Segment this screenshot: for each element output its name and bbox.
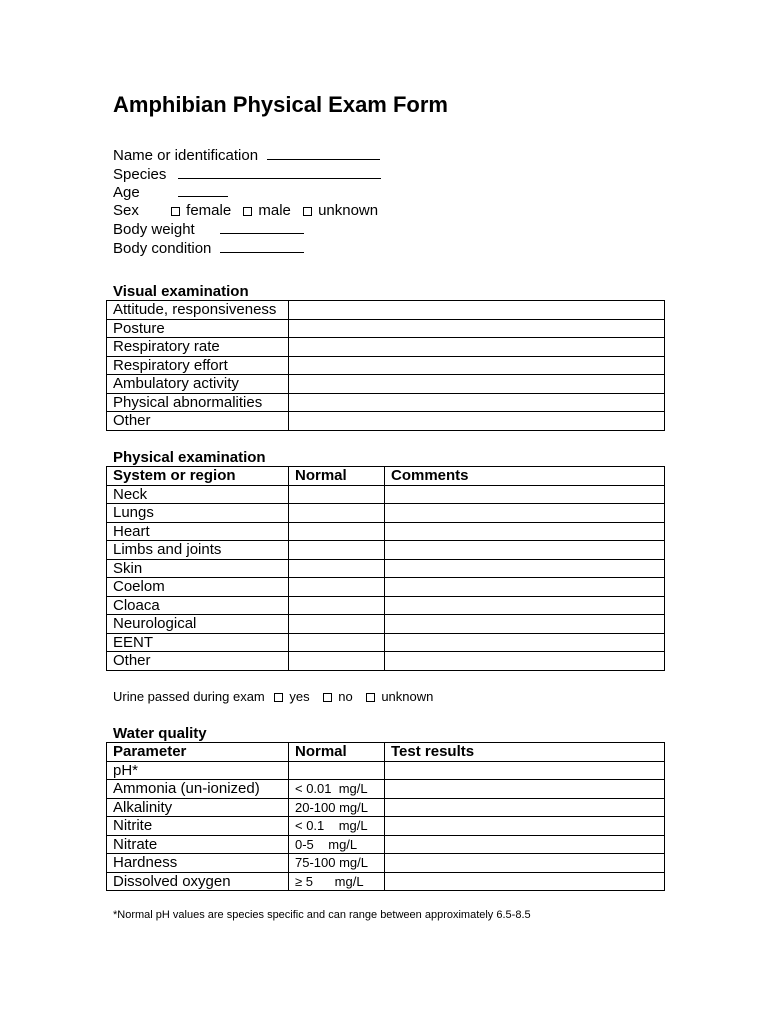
visual-item-notes[interactable] — [289, 319, 665, 338]
urine-label: Urine passed during exam — [113, 689, 265, 704]
system-label: EENT — [107, 633, 289, 652]
system-label: Lungs — [107, 504, 289, 523]
footnote: *Normal pH values are species specific and can range between approximately 6.5-8.5 — [113, 909, 531, 921]
table-row — [107, 485, 665, 504]
parameter-label: Dissolved oxygen — [107, 872, 289, 891]
comments-cell[interactable] — [385, 559, 665, 578]
test-result-cell[interactable] — [385, 854, 665, 873]
system-label: Limbs and joints — [107, 541, 289, 560]
species-label: Species — [113, 165, 167, 183]
table-row — [107, 319, 665, 338]
header-parameter: Parameter — [107, 743, 289, 762]
test-result-cell[interactable] — [385, 761, 665, 780]
condition-label: Body condition — [113, 239, 212, 257]
parameter-label: Nitrite — [107, 817, 289, 836]
parameter-label: Hardness — [107, 854, 289, 873]
condition-field[interactable] — [220, 239, 304, 253]
system-label: Cloaca — [107, 596, 289, 615]
table-row — [107, 596, 665, 615]
header-water-normal: Normal — [289, 743, 385, 762]
visual-exam-table — [106, 300, 665, 431]
urine-option-yes: yes — [289, 689, 310, 704]
sex-option-female[interactable]: female — [171, 202, 231, 221]
table-row — [107, 761, 665, 780]
table-row — [107, 817, 665, 836]
test-result-cell[interactable] — [385, 798, 665, 817]
sex-option-male[interactable]: male — [243, 202, 291, 221]
normal-range: < 0.01 mg/L — [289, 780, 385, 799]
sex-label: Sex — [113, 201, 139, 219]
test-result-cell[interactable] — [385, 817, 665, 836]
urine-option-no: no — [338, 689, 353, 704]
visual-item-notes[interactable] — [289, 412, 665, 431]
table-row — [107, 393, 665, 412]
checkbox-unknown[interactable] — [303, 207, 312, 216]
normal-cell[interactable] — [289, 633, 385, 652]
normal-cell[interactable] — [289, 596, 385, 615]
urine-line — [113, 689, 433, 704]
parameter-label: Alkalinity — [107, 798, 289, 817]
name-label: Name or identification — [113, 147, 259, 164]
identification-block — [113, 146, 386, 257]
checkbox-urine-yes[interactable] — [274, 693, 283, 702]
table-row — [107, 541, 665, 560]
visual-item-label: Ambulatory activity — [107, 375, 289, 394]
page-title: Amphibian Physical Exam Form — [113, 92, 448, 117]
urine-option-unknown: unknown — [381, 689, 434, 704]
visual-item-label: Respiratory rate — [107, 338, 289, 357]
species-row — [113, 165, 386, 184]
physical-exam-title: Physical examination — [113, 449, 266, 466]
table-row — [107, 615, 665, 634]
table-row — [107, 798, 665, 817]
table-row — [107, 854, 665, 873]
sex-row — [113, 202, 386, 221]
comments-cell[interactable] — [385, 504, 665, 523]
table-row — [107, 559, 665, 578]
table-row — [107, 578, 665, 597]
table-row — [107, 780, 665, 799]
test-result-cell[interactable] — [385, 780, 665, 799]
header-system: System or region — [107, 467, 289, 486]
normal-range — [289, 761, 385, 780]
physical-exam-table — [106, 466, 665, 671]
visual-item-label: Attitude, responsiveness — [107, 301, 289, 320]
comments-cell[interactable] — [385, 652, 665, 671]
table-row — [107, 356, 665, 375]
condition-row — [113, 239, 386, 258]
sex-option-unknown[interactable]: unknown — [303, 202, 378, 221]
normal-cell[interactable] — [289, 541, 385, 560]
water-quality-title: Water quality — [113, 725, 207, 742]
table-row — [107, 633, 665, 652]
system-label: Other — [107, 652, 289, 671]
normal-cell[interactable] — [289, 485, 385, 504]
table-row — [107, 412, 665, 431]
species-field[interactable] — [178, 165, 381, 179]
normal-cell[interactable] — [289, 504, 385, 523]
visual-item-label: Respiratory effort — [107, 356, 289, 375]
table-row — [107, 522, 665, 541]
system-label: Coelom — [107, 578, 289, 597]
header-test-results: Test results — [385, 743, 665, 762]
table-row — [107, 652, 665, 671]
comments-cell[interactable] — [385, 633, 665, 652]
system-label: Heart — [107, 522, 289, 541]
normal-cell[interactable] — [289, 615, 385, 634]
age-field[interactable] — [178, 183, 228, 197]
table-row — [107, 301, 665, 320]
normal-range: < 0.1 mg/L — [289, 817, 385, 836]
parameter-label: Ammonia (un-ionized) — [107, 780, 289, 799]
comments-cell[interactable] — [385, 615, 665, 634]
table-row — [107, 835, 665, 854]
table-row — [107, 338, 665, 357]
table-row — [107, 504, 665, 523]
parameter-label: pH* — [107, 761, 289, 780]
comments-cell[interactable] — [385, 541, 665, 560]
visual-exam-title: Visual examination — [113, 283, 249, 300]
checkbox-urine-unknown[interactable] — [366, 693, 375, 702]
test-result-cell[interactable] — [385, 872, 665, 891]
comments-cell[interactable] — [385, 596, 665, 615]
comments-cell[interactable] — [385, 522, 665, 541]
visual-item-notes[interactable] — [289, 375, 665, 394]
normal-range: 75-100 mg/L — [289, 854, 385, 873]
visual-item-notes[interactable] — [289, 393, 665, 412]
weight-label: Body weight — [113, 221, 195, 238]
normal-cell[interactable] — [289, 578, 385, 597]
checkbox-urine-no[interactable] — [323, 693, 332, 702]
name-row — [113, 146, 386, 165]
comments-cell[interactable] — [385, 485, 665, 504]
normal-cell[interactable] — [289, 559, 385, 578]
normal-range: 0-5 mg/L — [289, 835, 385, 854]
comments-cell[interactable] — [385, 578, 665, 597]
normal-range: ≥ 5 mg/L — [289, 872, 385, 891]
header-normal: Normal — [289, 467, 385, 486]
table-row — [107, 872, 665, 891]
age-row — [113, 183, 386, 202]
visual-item-notes[interactable] — [289, 338, 665, 357]
weight-row — [113, 220, 386, 239]
visual-item-notes[interactable] — [289, 356, 665, 375]
visual-item-label: Posture — [107, 319, 289, 338]
age-label: Age — [113, 184, 140, 201]
checkbox-female[interactable] — [171, 207, 180, 216]
normal-range: 20-100 mg/L — [289, 798, 385, 817]
water-quality-table — [106, 742, 665, 891]
test-result-cell[interactable] — [385, 835, 665, 854]
system-label: Skin — [107, 559, 289, 578]
normal-cell[interactable] — [289, 652, 385, 671]
name-field[interactable] — [267, 146, 380, 160]
parameter-label: Nitrate — [107, 835, 289, 854]
system-label: Neck — [107, 485, 289, 504]
table-row — [107, 375, 665, 394]
normal-cell[interactable] — [289, 522, 385, 541]
visual-item-label: Other — [107, 412, 289, 431]
system-label: Neurological — [107, 615, 289, 634]
header-comments: Comments — [385, 467, 665, 486]
visual-item-label: Physical abnormalities — [107, 393, 289, 412]
checkbox-male[interactable] — [243, 207, 252, 216]
visual-item-notes[interactable] — [289, 301, 665, 320]
weight-field[interactable] — [220, 220, 304, 234]
